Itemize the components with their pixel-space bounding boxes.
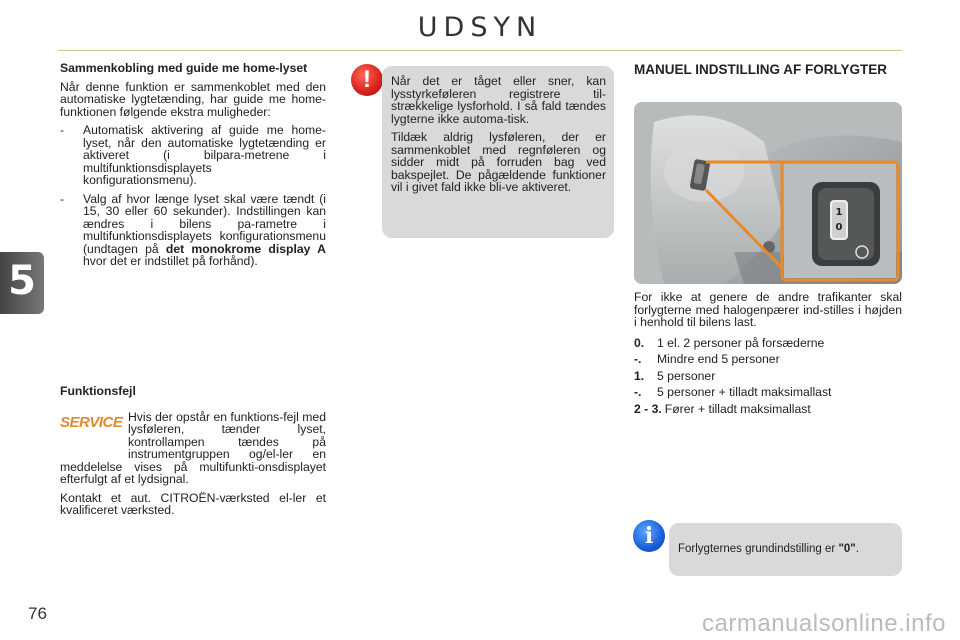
page-number: 76 [28,604,47,623]
dial-value-top: 1 [835,207,843,218]
setting-key: 1. [634,368,645,383]
header-divider [58,50,902,51]
info-icon: i [633,520,665,552]
section-intro: Når denne funktion er sammenkoblet med den automatiske lygtetænding, har guide me home-funktionen følgende ekstra muligheder: [60,79,326,119]
setting-text: 1 el. 2 personer på forsæderne [657,335,825,350]
guide-me-home-section [60,62,326,274]
headlamp-adjustment-title: MANUEL INDSTILLING AF FORLYGTER [634,62,887,77]
setting-row [634,386,902,399]
dial-value-bottom: 0 [835,222,843,233]
list-item [60,193,326,268]
setting-row [634,403,902,416]
service-warning-icon: SERVICE [60,413,123,431]
list-item-text: Valg af hvor længe lyset skal være tændt (i 15, 30 eller 60 sekunder). Indstillingen kan ændres i bilens pa-rametre i multifunktionsdisplayets konfigurationsmenu (undtagen på [83,191,326,256]
setting-row [634,353,902,366]
options-list [60,124,326,268]
watermark: carmanualsonline.info [702,610,946,637]
info-text: Forlygternes grundindstilling er [678,543,839,555]
info-box [669,523,902,576]
list-item-bold: det monokrome display A [165,241,326,256]
section-heading: Funktionsfejl [60,384,136,398]
page-title: UDSYN [417,12,543,43]
setting-row [634,337,902,350]
malfunction-section [60,385,326,523]
contact-text: Kontakt et aut. CITROËN-værksted el-ler et kvalificeret værksted. [60,490,326,517]
setting-text: Mindre end 5 personer [657,352,780,366]
setting-text: Fører + tilladt maksimallast [664,401,811,416]
info-value: "0" [838,543,856,555]
section-heading: Sammenkobling med guide me home-lyset [60,61,308,75]
chapter-number: 5 [8,258,36,304]
setting-key: -. [634,385,642,399]
setting-row [634,370,902,383]
malfunction-text: Hvis der opstår en funktions-fejl med lysføleren, tænder lyset, kontrollampen tændes på instrumentgruppen og/el-ler en meddelelse vises på multifunkti-onsdisplayet efterfulgt af et lydsignal. [60,409,326,486]
setting-text: 5 personer [657,368,716,383]
setting-text: 5 personer + tilladt maksimallast [657,385,832,399]
setting-key: -. [634,352,642,366]
warning-text: Tildæk aldrig lysføleren, der er sammenkoblet med regnføleren og sidder midt på forruden bag ved bakspejlet. De pågældende funktioner vil i givet fald ikke bli-ve aktiveret. [391,130,606,194]
headlamp-settings [634,291,902,419]
warning-text: Når det er tåget eller sner, kan lysstyrkeføleren registrere til-strækkelige lysforhold. I så fald tændes lygterne ikke automa-tisk. [391,74,606,126]
warning-box [382,66,614,238]
bullet-dash: - [60,123,65,137]
list-item-text: hvor det er indstillet på forhånd). [83,254,258,268]
setting-key: 2 - 3. [634,401,662,416]
setting-key: 0. [634,335,645,350]
headlamp-adjuster-photo [634,102,902,284]
headlamp-intro: For ikke at genere de andre trafikanter skal forlygterne med halogenpærer ind-stilles i højden i henhold til bilens last. [634,290,902,329]
list-item [60,124,326,187]
info-suffix: . [855,543,859,555]
warning-icon: ! [351,64,383,96]
bullet-dash: - [60,191,65,206]
chapter-tab[interactable] [0,252,44,314]
list-item-text: Automatisk aktivering af guide me home-lyset, når den automatiske lygtetænding er aktiveret (i bilpara-metrene i multifunktionsdisplayets konfigurationsmenu). [83,123,326,187]
